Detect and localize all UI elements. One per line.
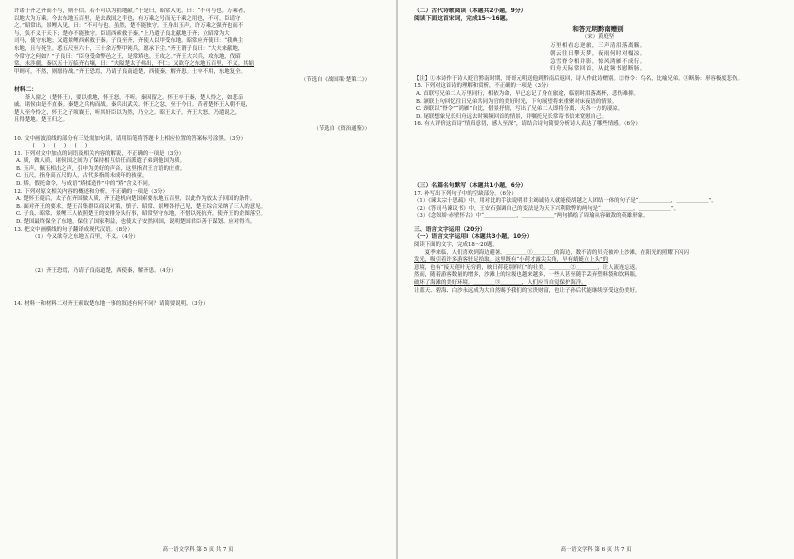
right-page-content bbox=[414, 8, 782, 537]
poem-line: 朝云往日攀天梦，夜雨何时对榻凉。 bbox=[550, 50, 646, 57]
question-11: 11. 下列对文中加点的词语及相关内容的解说，不正确的一项是（3分） bbox=[14, 150, 185, 157]
option-d: D. 矫，假托命令，与成语“矫揉造作”中的“矫”含义不同。 bbox=[16, 181, 154, 188]
dictation-item: （2）《答司马谏议书》中，王安石强调自己的变法是为天下兴利除弊的两句是“＿＿＿＿＿＿，＿＿＿＿＿＿”。 bbox=[414, 205, 679, 212]
page-footer: 高一语文学科 第 5 页 共 7 页 bbox=[162, 547, 234, 553]
language-instructions: 阅读下面的文字，完成18～20题。 bbox=[414, 242, 498, 249]
question-13: 13. 把文中画横线的句子翻译成现代汉语。（8分） bbox=[14, 226, 133, 233]
classical-passage-2 bbox=[14, 95, 380, 125]
poem-line: 万里相看忘逆旅，三声清泪落离觞。 bbox=[550, 43, 646, 50]
language-section-heading: 三、语言文字运用（20分） bbox=[414, 226, 486, 233]
poem-line: 急雪脊令相并影，惊风鸿雁不成行。 bbox=[550, 58, 646, 65]
poem-title: 和答元明黔南赠别 bbox=[572, 25, 624, 34]
source-citation-2: （节选自《资治通鉴》） bbox=[313, 125, 370, 132]
left-page-content bbox=[14, 8, 380, 537]
option-b: B. 面对齐王的要求，楚王召集群臣商议对策，慎子、昭常、景鲤各抒己见，楚王综合采纳了三人的意见。 bbox=[16, 203, 266, 210]
passage-line: 司马，使守东地；又遣景鲤西索救于秦。子良至齐，齐使人以甲受东地。昭常应齐使曰：“我典主 bbox=[14, 38, 244, 45]
passage-line: 甲则可，不然，则愿待战。”齐王恐焉，乃请子良南道楚，西使秦，解齐患。士卒不用，东地复全。 bbox=[14, 68, 246, 75]
question-15: 15. 下列对这首诗的理解和赏析，不正确的一项是（3分） bbox=[414, 83, 552, 90]
dictation-item: （1）《谏太宗十思疏》中，用对比的手法说明君主竭诚待人就能使胡越之人团结一体的句子是“＿＿＿＿＿＿，＿＿＿＿＿＿”。 bbox=[414, 198, 717, 205]
translation-item-1: （1）今又欲夺之东地五百里，不义。（4分） bbox=[32, 234, 139, 241]
passage-line: 与，负不义于天下；楚亦不能独守。臣请西索救于秦。”上乃遣子良北献地于齐；立昭常为大 bbox=[14, 30, 230, 37]
passage-line: 许诺于齐之齐而不与，则不信。若不可以为捐地献。”于是曰，昭常入见，曰：“不可与也。万乘者， bbox=[14, 8, 249, 14]
option-a: A. 质，做人质，诸侯国之间为了保持相互信任而派遣子弟到他国为质。 bbox=[16, 158, 186, 165]
passage-line: 荼人窗之（楚怀王），要以重地，怀王怒，不听。秦因留之。怀王卒于秦，楚人怜之，如悲亲 bbox=[24, 94, 244, 101]
option-b: B. 颔联上句回忆往日兄弟共同为官的美好时光，下句展望将来重聚对床夜语的情景。 bbox=[416, 98, 618, 105]
poetry-instructions: 阅读下面这首宋词，完成15～16题。 bbox=[414, 15, 512, 22]
language-subsection-heading: （一）语言文字运用Ⅰ（本题共3小题，10分） bbox=[414, 234, 533, 241]
poem-annotation: 【注】①本诗作于诗人贬官黔南时期，哥哥元明送他到黔南后返回，诗人作此诗赠别。②脊令：鸟名，比喻兄弟。③断肠：形容极度悲伤。 bbox=[414, 75, 743, 82]
passage-line: 意境，也有“接天莲叶无穷碧，映日荷花别样红”的壮美。＿＿＿＿②＿＿＿＿，让人流连忘返。 bbox=[414, 264, 641, 271]
option-a: A. 楚怀王薨后，太子在齐国做人质，齐王趁机向楚国索要东地五百里，以此作为放太子回国的条件。 bbox=[16, 196, 256, 203]
option-b: B. 玉声，佩玉相击之声，引申为美好的声音，这里指君王言语的庄重。 bbox=[16, 165, 186, 172]
passage-line: 东地，且与死生。悉五尺至六十，三十余万弊甲钝兵，愿承下尘。”齐王谓子良曰：“大夫来献地， bbox=[14, 45, 244, 52]
passage-line: 破坏了海滩的美好环境。＿＿＿＿③＿＿＿＿，人们应当自觉保护海洋， bbox=[414, 280, 587, 287]
question-12: 12. 下列对原文相关内容的概述和分析，不正确的一项是（3分） bbox=[14, 188, 168, 195]
option-c: C. 五尺，指身高五尺的人，古代多指尚未成年的孩童。 bbox=[16, 173, 148, 180]
option-c: C. 颈联以“脊令”“鸿雁”自比，借景抒情，写出了兄弟二人即将分离、天各一方的凄凉。 bbox=[416, 106, 624, 113]
poem-line: 归舟天际常回首，从此频书慰断肠。 bbox=[550, 66, 646, 73]
question-14: 14. 材料一和材料二对齐王索取楚东地一事的叙述有何不同？请简要说明。（3分） bbox=[14, 301, 209, 308]
passage-line: 今常守之何如？”子良曰：“臣身受命弊邑之王，是常矫也。王攻之。”齐王大兴兵，攻东地，伐昭 bbox=[14, 53, 241, 60]
classical-passage-1 bbox=[14, 8, 380, 76]
right-exam-page bbox=[398, 0, 794, 559]
translation-item-2: （2）齐王恐焉，乃请子良南道楚，西使秦，解齐患。（4分） bbox=[32, 267, 177, 274]
question-17: 17. 补写出下列句子中的空缺部分。（6分） bbox=[414, 190, 517, 197]
option-a: A. 首联写兄弟二人万里同行，相依为命，早已忘记了身在旅途，临别时泪落离杯，悲伤难抑。 bbox=[416, 90, 639, 97]
passage-line: 且得楚地。楚王归之。 bbox=[14, 117, 68, 124]
option-d: D. 楚国最终保全了东地，保住了国家利益，也使太子安然回国，说明楚国君臣善于谋划、应对得当。 bbox=[16, 219, 256, 226]
answer-choice-boxes: ( ) ( ) ( ) bbox=[32, 143, 90, 150]
answer-space bbox=[14, 275, 380, 301]
left-exam-page bbox=[0, 0, 396, 559]
poem-author: （宋）黄庭坚 bbox=[581, 33, 615, 40]
answer-space bbox=[414, 129, 782, 183]
passage-line: 发光，吸引着许多游客驻足拾取。这里既有“小荷才露尖尖角，早有蜻蜓立上头”的 bbox=[414, 257, 609, 264]
material-2-heading: 材料二： bbox=[14, 86, 38, 93]
passage-line: 让蓝天、碧海、白沙永远成为大自然赐予我们的宝贵财富，也让子孙后代能继续享受这份美好。 bbox=[414, 287, 641, 294]
question-block bbox=[14, 136, 380, 310]
dictation-item: （3）《念奴娇·赤壁怀古》中“＿＿＿＿＿＿，＿＿＿＿＿＿”两句描绘了周瑜从容破敌的英雄形象。 bbox=[414, 213, 649, 220]
page-footer: 高一语文学科 第 6 页 共 7 页 bbox=[560, 547, 632, 553]
dictation-section-heading: （三）名篇名句默写（本题共1小题，6分） bbox=[414, 182, 527, 189]
option-c: C. 子良、昭常、景鲤三人依照楚王的安排分头行事，昭常坚守东地，不惜以死抗齐，使齐王的企图落空。 bbox=[16, 211, 266, 218]
option-d: D. 尾联想象兄长归舟远去时频频回首的情景，并嘱托兄长常寄书信来宽慰自己。 bbox=[416, 113, 607, 120]
question-16: 16. 有人评价这首诗“情真意切，感人至深”，请结合诗句简要分析诗人表达了哪些情感。（6分） bbox=[414, 121, 641, 128]
source-citation-1: （节选自《战国策·楚策二》） bbox=[300, 77, 370, 84]
passage-line: 楚人至今怜之，怀王之子顷襄王，听其奸臣以为然，乃立之。昭王太子，齐王大怒，乃遣说之， bbox=[14, 109, 241, 116]
answer-space bbox=[14, 242, 380, 268]
passage-line: 戚。诸侯由是不直秦。秦楚之兵构而战。秦兵出武关、怀王之忿，至于今日。昔者楚怀王入朝不返， bbox=[14, 102, 252, 109]
passage-line: 然而，随着游客数量的增多，沙滩上的垃圾也越来越多，一些人甚至随手丢弃塑料袋和饮料瓶， bbox=[414, 272, 641, 279]
passage-line: 以地大为万乘。今去东地五百里，是去战国之半也，有万乘之号而无千乘之用也，不可。臣请守 bbox=[14, 15, 241, 22]
passage-line: 夏季来临，人们喜欢到海边避暑。＿＿＿＿①＿＿＿＿的海边，数不清的贝壳被冲上沙滩，在阳光的照耀下闪闪 bbox=[424, 249, 689, 256]
passage-line: 之。”昭常出，景鲤入见，曰：“不可与也。虽然，楚不能独守。王身出玉声，许万乘之强齐也而不 bbox=[14, 23, 244, 30]
question-10: 10. 文中画波浪线的部分有三处需加句读，请用铅笔将答题卡上相应位置的答案标号涂黑。（3分） bbox=[14, 135, 247, 142]
passage-line: 常。未涉疆，秦以五十万临齐右壤，曰：“夫隘楚太子弗出，不仁；又欲夺之东地五百里，不义。其缩 bbox=[14, 61, 254, 68]
poetry-section-heading: （二）古代诗歌阅读（本题共2小题，9分） bbox=[414, 8, 527, 14]
